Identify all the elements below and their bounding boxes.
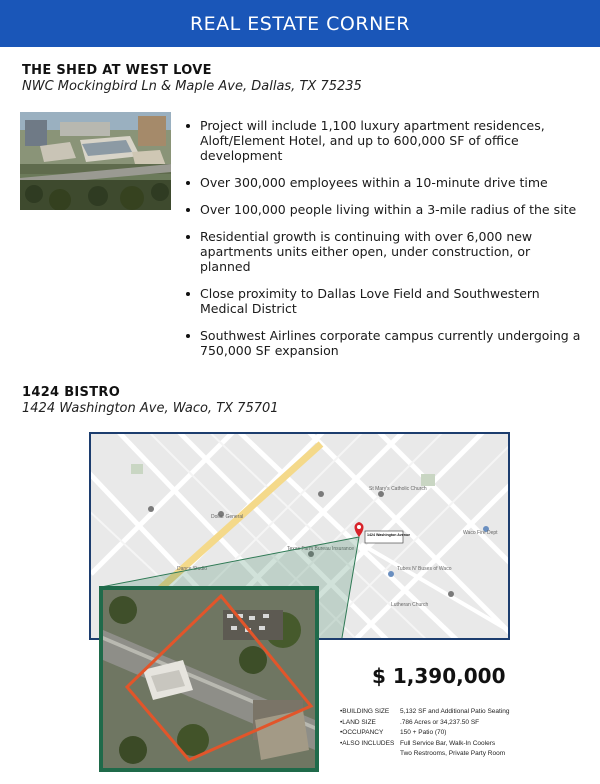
property1-rendering-photo — [20, 112, 171, 210]
listing-price: $ 1,390,000 — [372, 664, 506, 688]
map-label: St Mary's Catholic Church — [369, 486, 427, 492]
highlight-item: Residential growth is continuing with over 6,000 new apartments units either open, under construction, or planned — [186, 229, 581, 274]
property2-name: 1424 BISTRO — [22, 385, 121, 400]
banner-title: REAL ESTATE CORNER — [189, 12, 411, 35]
spec-row — [340, 728, 510, 739]
property1-highlights-list — [186, 118, 581, 370]
map-label: Dance Studio — [177, 566, 208, 572]
aerial-site-graphic — [103, 590, 315, 768]
highlight-item: Southwest Airlines corporate campus currently undergoing a 750,000 SF expansion — [186, 328, 581, 358]
map-label: Waco Fire Dept — [463, 530, 498, 536]
property1-rendering-graphic — [20, 112, 171, 210]
highlight-item: Project will include 1,100 luxury apartment residences, Aloft/Element Hotel, and up to 600,000 SF of office development — [186, 118, 581, 163]
highlight-item: Over 300,000 employees within a 10-minute drive time — [186, 175, 581, 190]
spec-row — [340, 707, 510, 718]
spec-label: • LAND SIZE — [340, 718, 400, 729]
spec-row — [340, 739, 510, 750]
property2-address: 1424 Washington Ave, Waco, TX 75701 — [22, 401, 279, 416]
spec-value: 5,132 SF and Additional Patio Seating — [400, 708, 510, 715]
spec-value: Full Service Bar, Walk-In Coolers — [400, 739, 496, 747]
property-specs — [340, 707, 510, 760]
map-pin-label: 1424 Washington Avenue — [367, 533, 411, 537]
header-banner — [0, 0, 600, 47]
map-label: Lutheran Church — [391, 602, 429, 608]
spec-value: 150 + Patio (70) — [400, 729, 447, 736]
aerial-site-photo — [99, 586, 319, 772]
highlight-item: Over 100,000 people living within a 3-mile radius of the site — [186, 202, 581, 217]
property1-name: THE SHED AT WEST LOVE — [22, 63, 212, 78]
map-label: Texas Farm Bureau Insurance — [287, 546, 354, 552]
highlight-item: Close proximity to Dallas Love Field and Southwestern Medical District — [186, 286, 581, 316]
map-label: Tubes N' Buses of Waco — [397, 566, 452, 572]
spec-value: .786 Acres or 34,237.50 SF — [400, 718, 480, 726]
spec-label: • OCCUPANCY — [340, 728, 400, 739]
spec-row — [340, 749, 510, 760]
spec-label: • BUILDING SIZE — [340, 707, 400, 718]
spec-label: • ALSO INCLUDES — [340, 739, 400, 750]
spec-row — [340, 718, 510, 729]
map-label: Dollar General — [211, 514, 244, 520]
spec-value: Two Restrooms, Private Party Room — [400, 750, 506, 757]
property1-address: NWC Mockingbird Ln & Maple Ave, Dallas, TX 75235 — [22, 79, 362, 94]
